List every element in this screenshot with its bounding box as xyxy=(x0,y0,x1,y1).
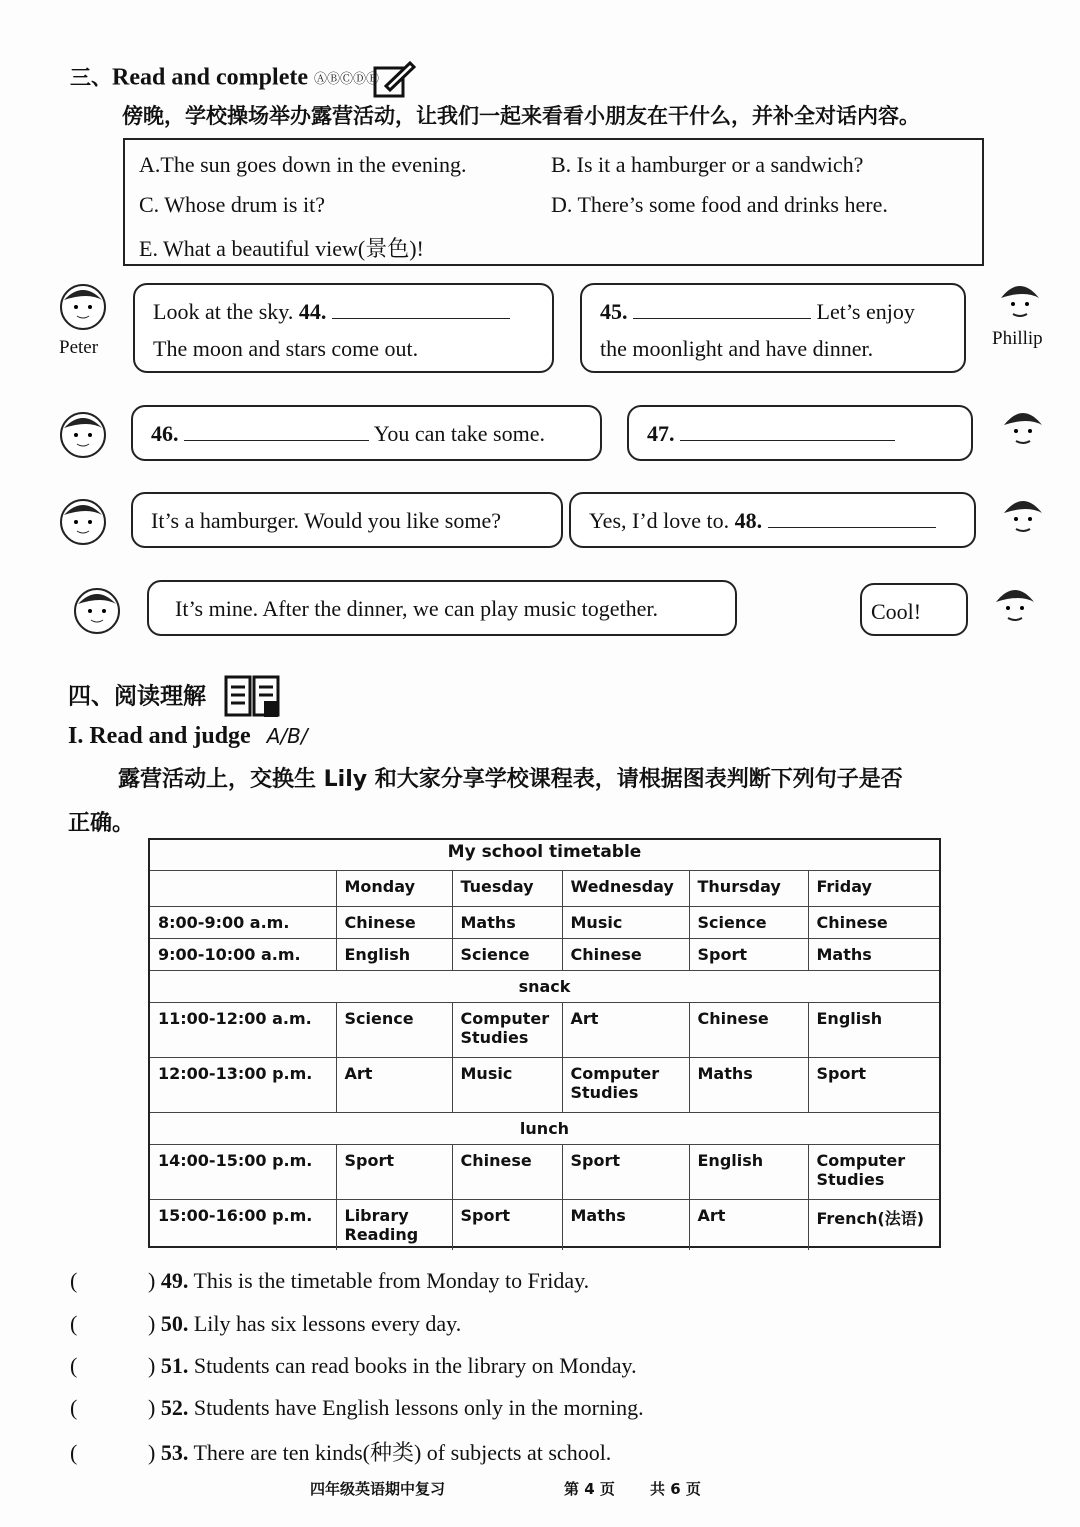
options-box xyxy=(123,138,984,266)
question-text: There are ten kinds(种类) of subjects at school. xyxy=(193,1440,612,1465)
option-c: C. Whose drum is it? xyxy=(139,192,325,217)
subject-cell: Computer Studies xyxy=(562,1057,689,1112)
question-number: 49. xyxy=(160,1268,189,1293)
subject-cell: Sport xyxy=(336,1144,452,1199)
day-header: Tuesday xyxy=(452,870,562,906)
question-number: 51. xyxy=(160,1353,189,1378)
section4-heading xyxy=(68,675,282,719)
bubble-text: It’s mine. After the dinner, we can play music together. xyxy=(175,596,658,621)
subject-cell: Music xyxy=(452,1057,562,1112)
peter-avatar-icon xyxy=(58,282,108,332)
bubble-text: Yes, I’d love to. xyxy=(589,508,730,533)
question-number: 53. xyxy=(160,1440,189,1465)
peter-avatar-icon xyxy=(72,586,122,636)
subject-cell: Sport xyxy=(452,1199,562,1250)
part-title: I. Read and judge xyxy=(68,723,251,749)
timetable-row xyxy=(150,1002,939,1057)
answer-blank-47[interactable] xyxy=(680,422,895,441)
section-title: 阅读理解 xyxy=(114,683,206,710)
abc-options-icon: ⒶⒷⒸⒹⒺ xyxy=(313,71,379,86)
question-number: 52. xyxy=(160,1395,189,1420)
subject-cell: Maths xyxy=(689,1057,808,1112)
answer-paren[interactable]: ( xyxy=(70,1395,78,1420)
part1-instruction-cont: 正确。 xyxy=(68,811,135,836)
subject-cell: Chinese xyxy=(689,1002,808,1057)
bubble-text: It’s a hamburger. Would you like some? xyxy=(151,508,501,533)
answer-blank-46[interactable] xyxy=(184,422,369,441)
subject-cell: French(法语) xyxy=(808,1199,939,1250)
peter-avatar-icon xyxy=(58,410,108,460)
time-cell: 15:00-16:00 p.m. xyxy=(150,1199,336,1250)
subject-cell: Sport xyxy=(689,938,808,970)
question-text: Students have English lessons only in the morning. xyxy=(193,1395,644,1420)
subject-cell: English xyxy=(336,938,452,970)
section-number: 三、 xyxy=(70,65,112,90)
time-cell: 8:00-9:00 a.m. xyxy=(150,906,336,938)
subject-cell: Art xyxy=(689,1199,808,1250)
phillip-avatar-icon xyxy=(998,493,1048,543)
question-50: ( ) 50. Lily has six lessons every day. xyxy=(70,1311,462,1336)
timetable-row xyxy=(150,1057,939,1112)
option-b: B. Is it a hamburger or a sandwich? xyxy=(551,152,864,177)
question-number: 47. xyxy=(647,421,675,446)
answer-blank-44[interactable] xyxy=(332,300,510,319)
question-text: This is the timetable from Monday to Friday. xyxy=(193,1268,590,1293)
speech-bubble-46 xyxy=(131,405,602,461)
option-a: A.The sun goes down in the evening. xyxy=(139,152,467,177)
true-false-icon: A/B/ xyxy=(266,724,308,748)
writing-pad-icon xyxy=(372,60,416,98)
subject-cell: Sport xyxy=(562,1144,689,1199)
phillip-label: Phillip xyxy=(992,328,1043,349)
break-row-lunch: lunch xyxy=(150,1112,939,1144)
timetable-row xyxy=(150,1144,939,1199)
subject-cell: English xyxy=(689,1144,808,1199)
subject-cell: Maths xyxy=(562,1199,689,1250)
day-header: Wednesday xyxy=(562,870,689,906)
phillip-avatar-icon xyxy=(995,278,1045,328)
time-cell: 12:00-13:00 p.m. xyxy=(150,1057,336,1112)
peter-avatar-icon xyxy=(58,497,108,547)
book-icon xyxy=(224,675,282,719)
timetable-row xyxy=(150,1199,939,1250)
part1-heading xyxy=(68,723,308,750)
day-header: Friday xyxy=(808,870,939,906)
section3-instruction: 傍晚，学校操场举办露营活动，让我们一起来看看小朋友在干什么，并补全对话内容。 xyxy=(122,104,920,128)
footer-page: 第 4 页 xyxy=(564,1480,615,1498)
subject-cell: Chinese xyxy=(808,906,939,938)
answer-paren[interactable]: ( xyxy=(70,1311,78,1336)
timetable-title: My school timetable xyxy=(447,842,642,862)
bubble-text: You can take some. xyxy=(373,421,545,446)
subject-cell: Chinese xyxy=(452,1144,562,1199)
question-number: 46. xyxy=(151,421,179,446)
speech-bubble-48 xyxy=(569,492,976,548)
day-header: Thursday xyxy=(689,870,808,906)
time-cell: 14:00-15:00 p.m. xyxy=(150,1144,336,1199)
subject-cell: Art xyxy=(562,1002,689,1057)
subject-cell: Science xyxy=(689,906,808,938)
question-number: 48. xyxy=(734,508,763,533)
part1-instruction: 露营活动上，交换生 Lily 和大家分享学校课程表，请根据图表判断下列句子是否 xyxy=(118,767,903,792)
timetable-row xyxy=(150,906,939,938)
question-text: Students can read books in the library on Monday. xyxy=(193,1353,637,1378)
break-row-snack: snack xyxy=(150,970,939,1002)
question-number: 50. xyxy=(160,1311,189,1336)
answer-blank-48[interactable] xyxy=(768,509,936,528)
speech-bubble-44 xyxy=(133,283,554,373)
phillip-avatar-icon xyxy=(990,582,1040,632)
subject-cell: Computer Studies xyxy=(808,1144,939,1199)
section-title: Read and complete xyxy=(112,64,308,91)
speech-bubble-45 xyxy=(580,283,966,373)
footer-total: 共 6 页 xyxy=(650,1480,701,1498)
time-cell: 9:00-10:00 a.m. xyxy=(150,938,336,970)
option-d: D. There’s some food and drinks here. xyxy=(551,192,888,217)
subject-cell: Maths xyxy=(452,906,562,938)
speech-bubble-hamburger xyxy=(131,492,563,548)
phillip-avatar-icon xyxy=(998,405,1048,455)
subject-cell: Music xyxy=(562,906,689,938)
bubble-text: Let’s enjoy xyxy=(816,299,915,324)
answer-paren[interactable]: ( xyxy=(70,1268,78,1293)
subject-cell: Art xyxy=(336,1057,452,1112)
subject-cell: English xyxy=(808,1002,939,1057)
bubble-text: The moon and stars come out. xyxy=(153,336,419,361)
question-53: ( ) 53. There are ten kinds(种类) of subjects at school. xyxy=(70,1440,612,1465)
question-49: ( ) 49. This is the timetable from Monday to Friday. xyxy=(70,1268,590,1293)
bubble-text: Look at the sky. xyxy=(153,299,294,324)
subject-cell: Library Reading xyxy=(336,1199,452,1250)
footer-title: 四年级英语期中复习 xyxy=(310,1480,446,1498)
corner-cell xyxy=(150,870,336,906)
answer-paren[interactable]: ( xyxy=(70,1440,78,1465)
speech-bubble-47 xyxy=(627,405,973,461)
question-number: 45. xyxy=(600,299,628,324)
time-cell: 11:00-12:00 a.m. xyxy=(150,1002,336,1057)
subject-cell: Sport xyxy=(808,1057,939,1112)
speech-bubble-mine xyxy=(147,580,737,636)
peter-label: Peter xyxy=(59,337,99,358)
subject-cell: Science xyxy=(452,938,562,970)
speech-bubble-cool xyxy=(860,583,968,636)
question-number: 44. xyxy=(298,299,327,324)
subject-cell: Chinese xyxy=(562,938,689,970)
question-52: ( ) 52. Students have English lessons only in the morning. xyxy=(70,1395,644,1420)
question-text: Lily has six lessons every day. xyxy=(193,1311,462,1336)
bubble-text: the moonlight and have dinner. xyxy=(600,336,874,361)
timetable-row xyxy=(150,938,939,970)
school-timetable xyxy=(148,838,941,1248)
question-51: ( ) 51. Students can read books in the library on Monday. xyxy=(70,1353,637,1378)
answer-paren[interactable]: ( xyxy=(70,1353,78,1378)
subject-cell: Chinese xyxy=(336,906,452,938)
option-e: E. What a beautiful view(景色)! xyxy=(139,236,424,261)
subject-cell: Science xyxy=(336,1002,452,1057)
subject-cell: Maths xyxy=(808,938,939,970)
section-number: 四、 xyxy=(68,683,114,710)
day-header: Monday xyxy=(336,870,452,906)
section3-heading xyxy=(70,60,416,98)
bubble-text: Cool! xyxy=(871,599,922,624)
subject-cell: Computer Studies xyxy=(452,1002,562,1057)
answer-blank-45[interactable] xyxy=(633,300,811,319)
